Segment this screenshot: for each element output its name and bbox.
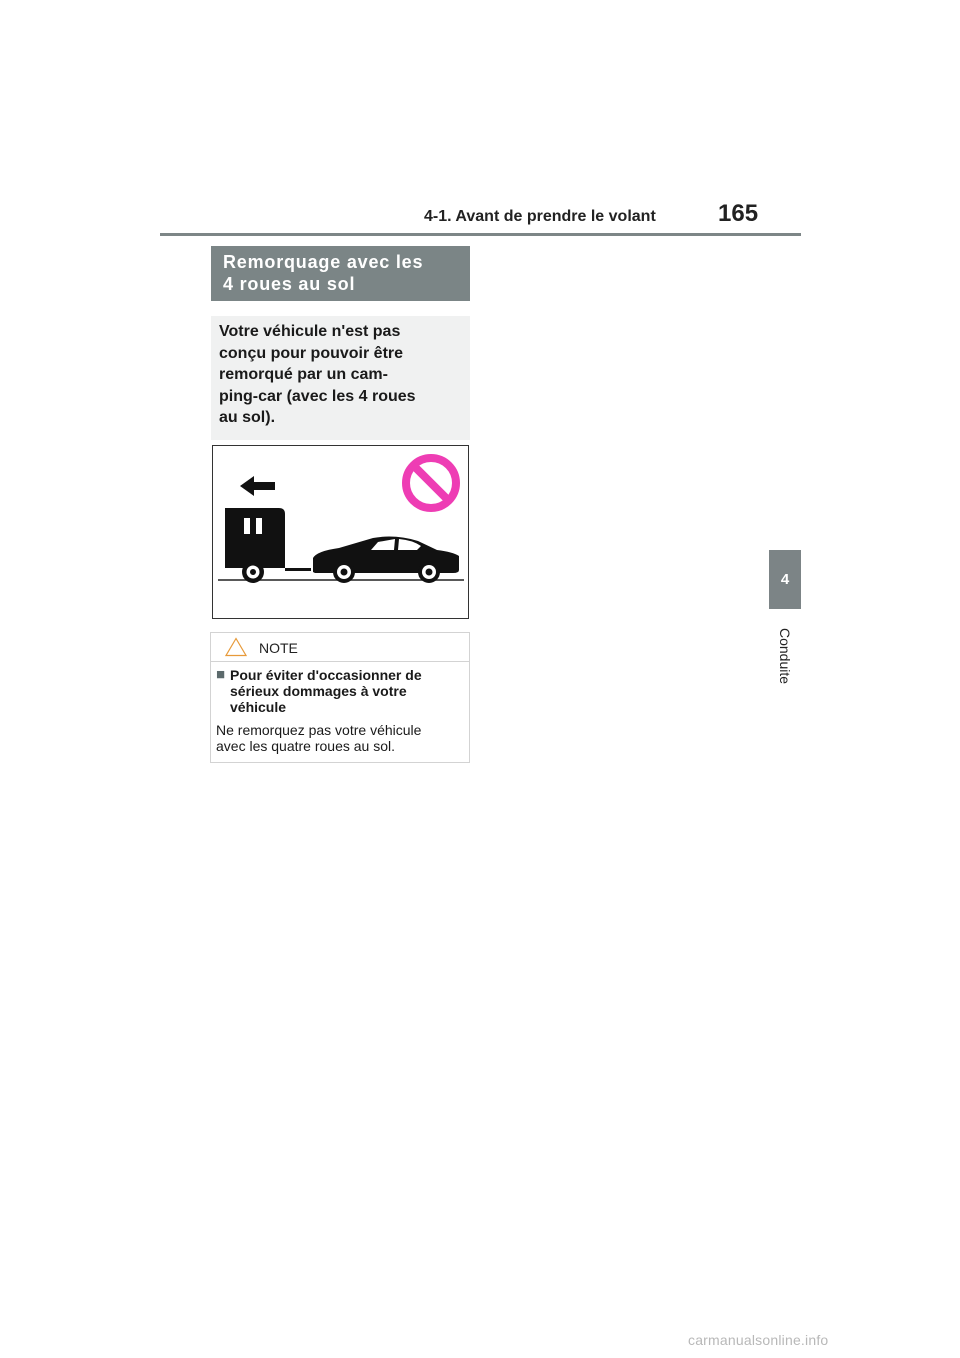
intro-line: au sol). xyxy=(219,409,276,426)
sedan-car-icon xyxy=(313,537,459,583)
note-header xyxy=(211,633,469,662)
note-label: NOTE xyxy=(259,640,298,656)
towing-illustration-svg xyxy=(213,446,468,618)
page-number: 165 xyxy=(718,200,759,227)
note-box xyxy=(210,632,470,763)
intro-line: ping-car (avec les 4 roues xyxy=(219,387,416,405)
towing-illustration xyxy=(212,445,469,619)
intro-box xyxy=(211,316,470,440)
section-title-line-1: Remorquage avec les xyxy=(223,252,424,272)
chapter-label xyxy=(767,618,803,694)
section-title xyxy=(211,246,470,301)
note-body xyxy=(216,722,462,754)
warning-icon xyxy=(225,637,247,657)
square-bullet-icon: ■ xyxy=(216,666,226,683)
note-subtitle xyxy=(216,667,462,715)
header-section-title: 4-1. Avant de prendre le volant xyxy=(424,208,656,225)
prohibition-icon xyxy=(406,458,456,508)
section-title-line-2: 4 roues au sol xyxy=(223,274,356,294)
chapter-number: 4 xyxy=(780,571,790,588)
note-subtitle-line: sérieux dommages à votre xyxy=(230,683,407,699)
note-subtitle-line: véhicule xyxy=(230,699,287,715)
intro-line: conçu pour pouvoir être xyxy=(219,344,404,362)
header-rule xyxy=(160,233,801,236)
note-subtitle-line: Pour éviter d'occasionner de xyxy=(230,667,422,683)
watermark: carmanualsonline.info xyxy=(688,1332,829,1348)
note-body-line: Ne remorquez pas votre véhicule xyxy=(216,722,422,738)
chapter-tab xyxy=(769,550,801,609)
camper-trailer-icon xyxy=(225,508,311,583)
arrow-left-icon xyxy=(240,476,275,496)
chapter-label-text: Conduite xyxy=(777,627,794,685)
intro-line: Votre véhicule n'est pas xyxy=(219,323,401,340)
note-body-line: avec les quatre roues au sol. xyxy=(216,738,395,754)
intro-line: remorqué par un cam- xyxy=(219,366,388,383)
